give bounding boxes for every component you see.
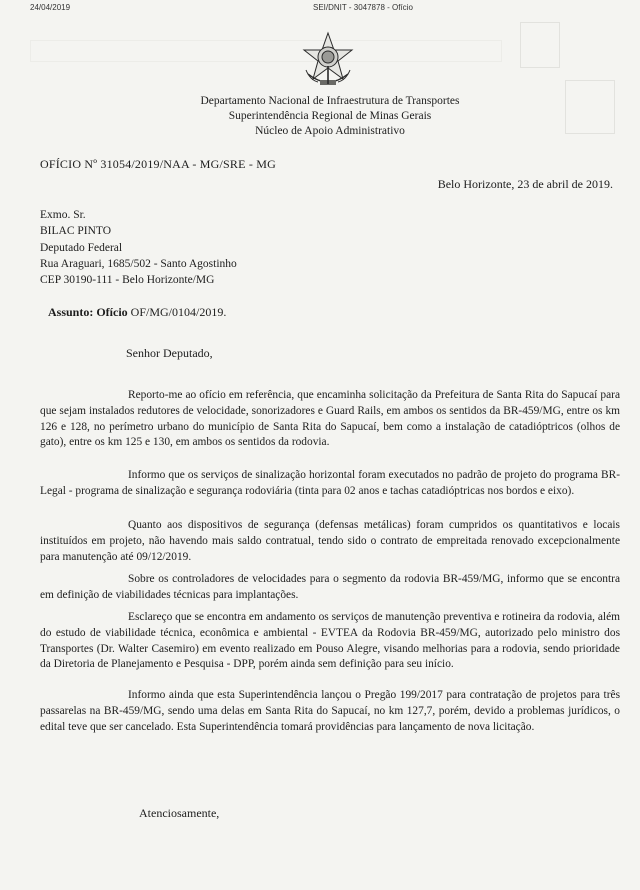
print-header — [0, 0, 640, 14]
coat-of-arms-icon — [298, 30, 358, 92]
paragraph-5 — [40, 610, 620, 673]
paragraph-3 — [40, 518, 620, 565]
header-department: Departamento Nacional de Infraestrutura de Transportes — [200, 95, 460, 107]
subject-value: OF/MG/0104/2019. — [130, 305, 227, 319]
show-through-box — [520, 22, 560, 68]
greeting: Senhor Deputado, — [126, 346, 213, 360]
paragraph-1 — [40, 388, 620, 451]
paragraph-text: Sobre os controladores de velocidades para o segmento da rodovia BR-459/MG, informo que se encontra em definição de viabilidades técnicas para implantações. — [40, 573, 620, 601]
oficio-number: OFÍCIO Nº 31054/2019/NAA - MG/SRE - MG — [40, 157, 276, 171]
recipient-role: Deputado Federal — [40, 242, 123, 254]
recipient-salutation: Exmo. Sr. — [40, 209, 86, 221]
subject-line — [48, 305, 226, 320]
subject-label: Assunto: Ofício — [48, 305, 128, 319]
paragraph-text: Reporto-me ao ofício em referência, que encaminha solicitação da Prefeitura de Santa Rita do Sapucaí para que sejam instalados redutores de velocidade, sonorizadores e Guard Rails, em ambos os sentidos da BR-459/MG, entre os km 126 e 128, no perímetro urbano do município de Santa Rita do Sapucaí, bem como a instalação de catadióptricos (olhos de gato), entre os km 125 e 130, em ambos os sentidos da rodovia. — [40, 389, 620, 449]
header-superintendence: Superintendência Regional de Minas Gerais — [228, 110, 432, 122]
print-date: 24/04/2019 — [30, 3, 71, 12]
paragraph-2 — [40, 468, 620, 500]
recipient-street: Rua Araguari, 1685/502 - Santo Agostinho — [40, 258, 237, 270]
header-unit: Núcleo de Apoio Administrativo — [255, 125, 405, 137]
paragraph-text: Quanto aos dispositivos de segurança (defensas metálicas) foram cumpridos os quantitativos e locais instituídos em projeto, não havendo mais saldo contratual, tendo sido o contrato de empreitada renovado excepcionalmente para manutenção até 09/12/2019. — [40, 519, 620, 563]
place-date: Belo Horizonte, 23 de abril de 2019. — [437, 177, 613, 191]
paragraph-6 — [40, 688, 620, 735]
sei-reference: SEI/DNIT - 3047878 - Ofício — [313, 3, 413, 12]
recipient-city: CEP 30190-111 - Belo Horizonte/MG — [40, 274, 215, 286]
closing: Atenciosamente, — [139, 806, 220, 820]
paragraph-4 — [40, 572, 620, 604]
paragraph-text: Esclareço que se encontra em andamento os serviços de manutenção preventiva e rotineira da rodovia, além do estudo de viabilidade técnica, econômica e ambiental - EVTEA da Rodovia BR-459/MG, autorizado pelo ministro dos Transportes (Dr. Walter Casemiro) em evento realizado em Pouso Alegre, visando melhorias para a rodovia, sendo prioridade da Diretoria de Planejamento e Pesquisa - DPP, porém ainda sem definição para seu início. — [40, 611, 620, 671]
paragraph-text: Informo que os serviços de sinalização horizontal foram executados no padrão de projeto do programa BR-Legal - programa de sinalização e segurança rodoviária (tinta para 02 anos e tachas catadióptricas nos bordos e eixo). — [40, 469, 620, 497]
recipient-name: BILAC PINTO — [40, 225, 112, 237]
paragraph-text: Informo ainda que esta Superintendência lançou o Pregão 199/2017 para contratação de projetos para três passarelas na BR-459/MG, sendo uma delas em Santa Rita do Sapucaí, no km 127,7, porém, devido a problemas jurídicos, o edital teve que ser cancelado. Esta Superintendência tomará providências para lançamento de nova licitação. — [40, 689, 620, 733]
show-through-band — [30, 40, 502, 62]
